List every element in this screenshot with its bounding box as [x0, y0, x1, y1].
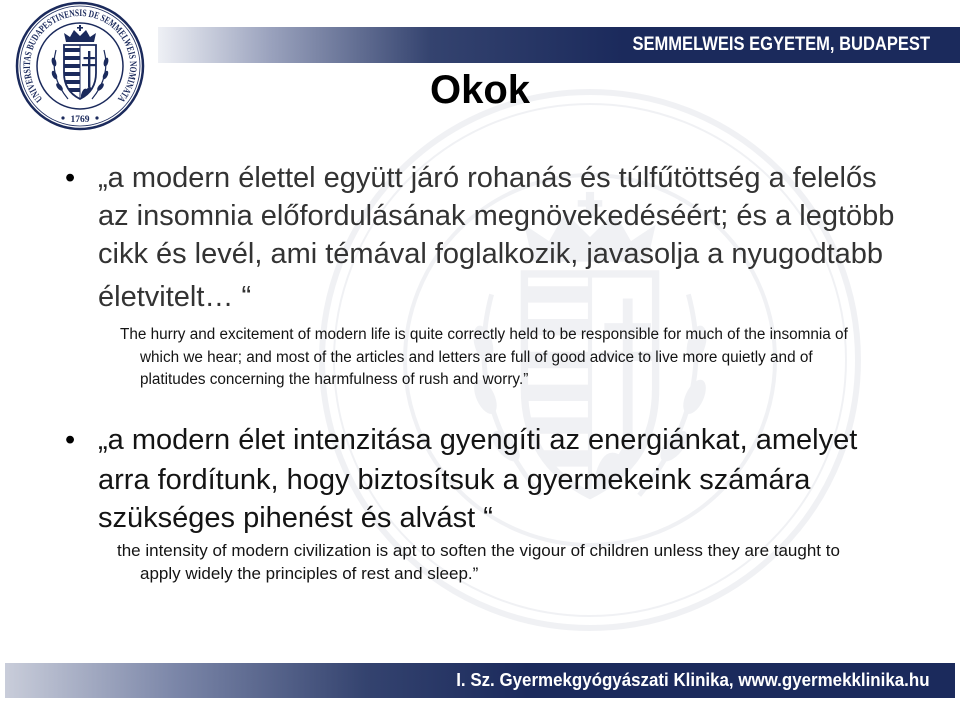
bullet-text-line: arra fordítunk, hogy biztosítsuk a gyermekeink számára: [98, 464, 811, 496]
bullet-text-line: „a modern élettel együtt járó rohanás és túlfűtöttség a felelős: [98, 162, 877, 194]
footer-banner: [5, 663, 955, 698]
bullet-text-line: életvitelt… “: [98, 281, 252, 313]
bullet-text-line: cikk és levél, ami témával foglalkozik, javasolja a nyugodtabb: [98, 238, 884, 270]
bullet-dot: •: [65, 424, 76, 456]
seal-star-left: [61, 116, 64, 119]
bullet-dot: •: [65, 162, 76, 194]
bullet-text-line: az insomnia előfordulásának megnövekedéséért; és a legtöbb: [98, 200, 895, 232]
quote-text-line: the intensity of modern civilization is apt to soften the vigour of children unless they are taught to: [117, 541, 840, 560]
quote-text-line: The hurry and excitement of modern life is quite correctly held to be responsible for much of the insomnia of: [120, 326, 848, 343]
bullet-text-line: „a modern élet intenzitása gyengíti az energiánkat, amelyet: [98, 424, 858, 456]
footer-text: I. Sz. Gyermekgyógyászati Klinika, www.gyermekklinika.hu: [456, 670, 930, 690]
quote-text-line: platitudes concerning the harmfulness of rush and worry.”: [140, 371, 529, 388]
seal-year: 1769: [70, 115, 90, 125]
institution-name: SEMMELWEIS EGYETEM, BUDAPEST: [632, 34, 930, 55]
quote-text-line: which we hear; and most of the articles and letters are full of good advice to live more quietly and of: [140, 349, 813, 366]
seal-star-right: [95, 116, 98, 119]
quote-text-line: apply widely the principles of rest and sleep.”: [140, 564, 479, 583]
slide-title: Okok: [429, 68, 531, 112]
seal-ring-text-path: UNIVERSITAS BUDAPESTINENSIS DE SEMMELWEIS NOMINATA: [21, 7, 139, 106]
header-banner: [158, 27, 960, 63]
bullet-text-line: szükséges pihenést és alvást “: [98, 502, 493, 534]
